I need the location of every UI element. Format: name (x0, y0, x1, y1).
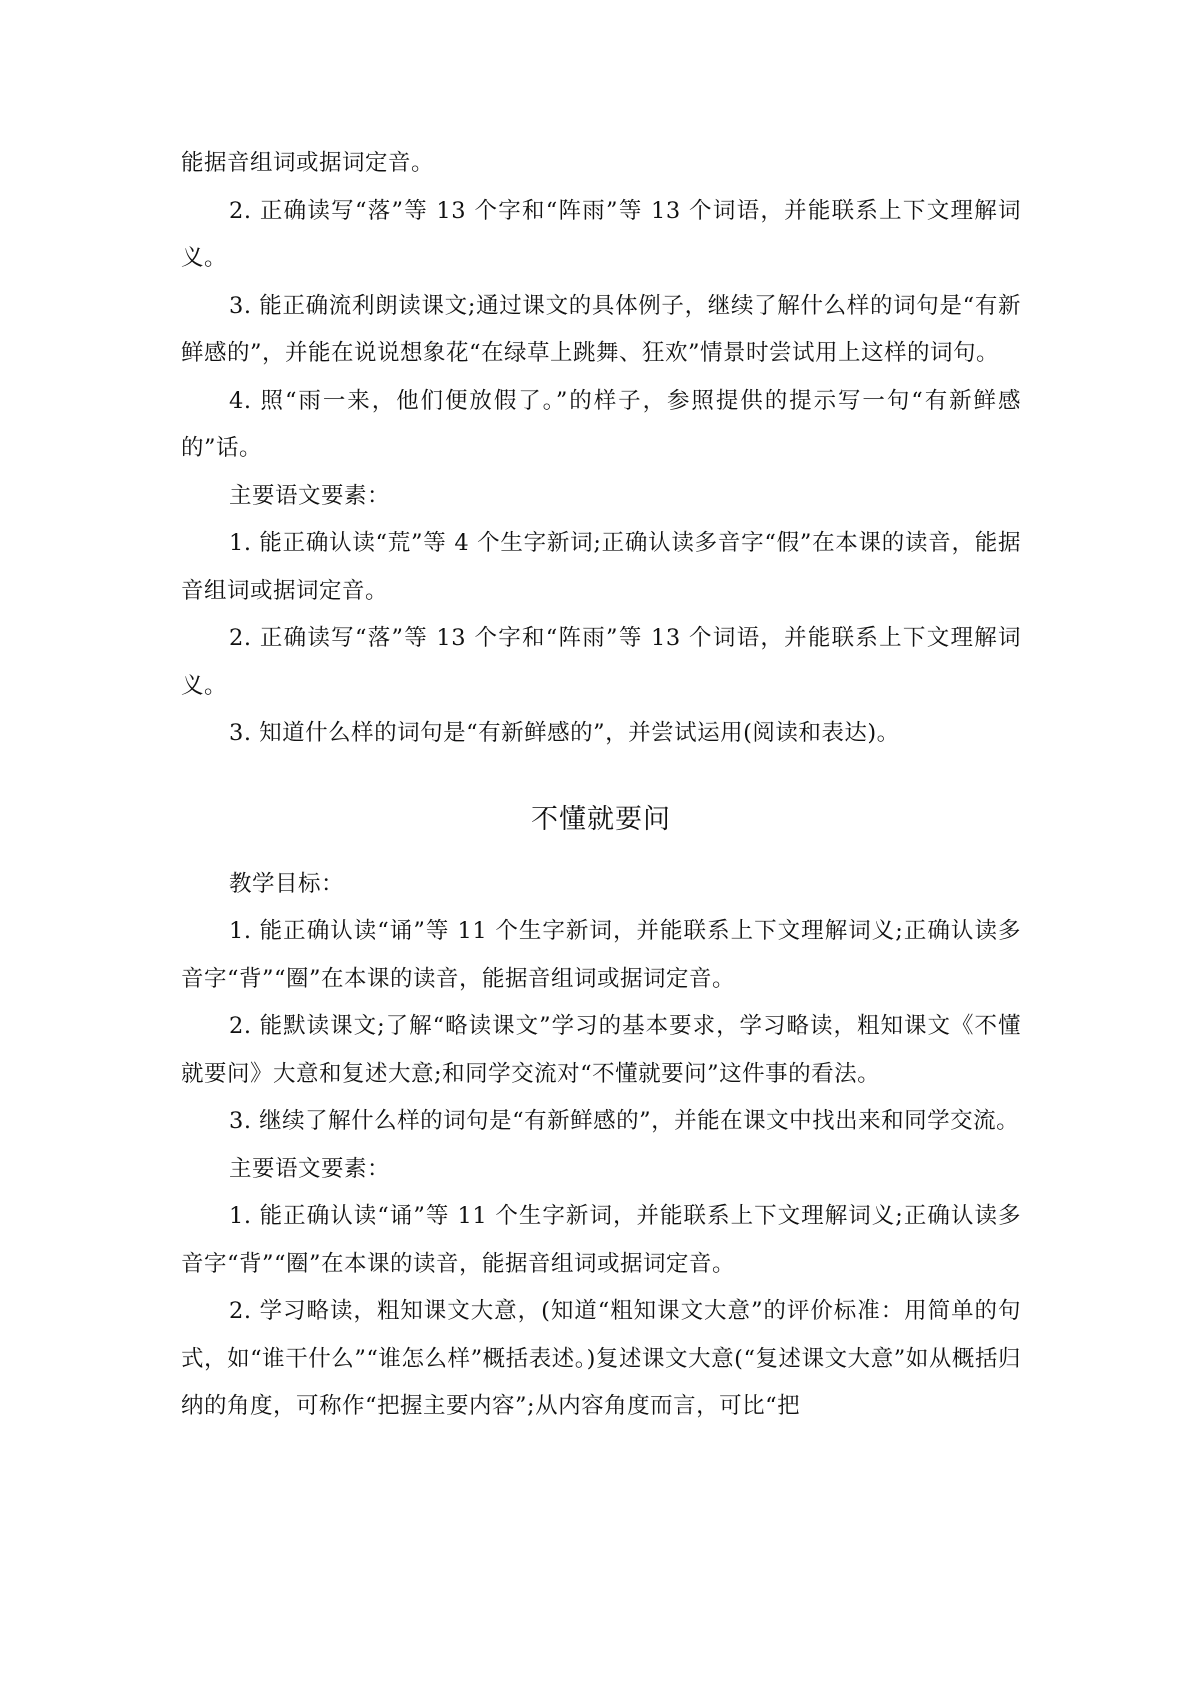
paragraph: 2. 学习略读，粗知课文大意，(知道“粗知课文大意”的评价标准：用简单的句式，如“谁干什么”“谁怎么样”概括表述。)复述课文大意(“复述课文大意”如从概括归纳的角度，可称作“把握主要内容”;从内容角度而言，可比“把 (181, 1298, 1021, 1419)
subheading: 主要语文要素： (229, 1155, 391, 1182)
paragraph: 1. 能正确认读“荒”等 4 个生字新词;正确认读多音字“假”在本课的读音，能据音组词或据词定音。 (181, 530, 1021, 604)
paragraph: 1. 能正确认读“诵”等 11 个生字新词，并能联系上下文理解词义;正确认读多音字“背”“圈”在本课的读音，能据音组词或据词定音。 (181, 918, 1021, 992)
document-body (181, 140, 1021, 1431)
paragraph: 3. 继续了解什么样的词句是“有新鲜感的”，并能在课文中找出来和同学交流。 (229, 1108, 1020, 1134)
paragraph: 1. 能正确认读“诵”等 11 个生字新词，并能联系上下文理解词义;正确认读多音字“背”“圈”在本课的读音，能据音组词或据词定音。 (181, 1203, 1021, 1277)
subheading: 主要语文要素： (229, 482, 391, 509)
section-title: 不懂就要问 (531, 803, 671, 835)
paragraph: 2. 能默读课文;了解“略读课文”学习的基本要求，学习略读，粗知课文《不懂就要问》大意和复述大意;和同学交流对“不懂就要问”这件事的看法。 (181, 1013, 1021, 1087)
subheading: 教学目标： (229, 870, 345, 897)
paragraph: 能据音组词或据词定音。 (181, 150, 435, 176)
paragraph: 2. 正确读写“落”等 13 个字和“阵雨”等 13 个词语，并能联系上下文理解词义。 (181, 625, 1021, 699)
paragraph: 3. 能正确流利朗读课文;通过课文的具体例子，继续了解什么样的词句是“有新鲜感的”，并能在说说想象花“在绿草上跳舞、狂欢”情景时尝试用上这样的词句。 (181, 292, 1021, 366)
paragraph: 4. 照“雨一来，他们便放假了。”的样子，参照提供的提示写一句“有新鲜感的”话。 (181, 387, 1021, 461)
paragraph: 3. 知道什么样的词句是“有新鲜感的”，并尝试运用(阅读和表达)。 (229, 720, 900, 746)
paragraph: 2. 正确读写“落”等 13 个字和“阵雨”等 13 个词语，并能联系上下文理解词义。 (181, 197, 1021, 271)
